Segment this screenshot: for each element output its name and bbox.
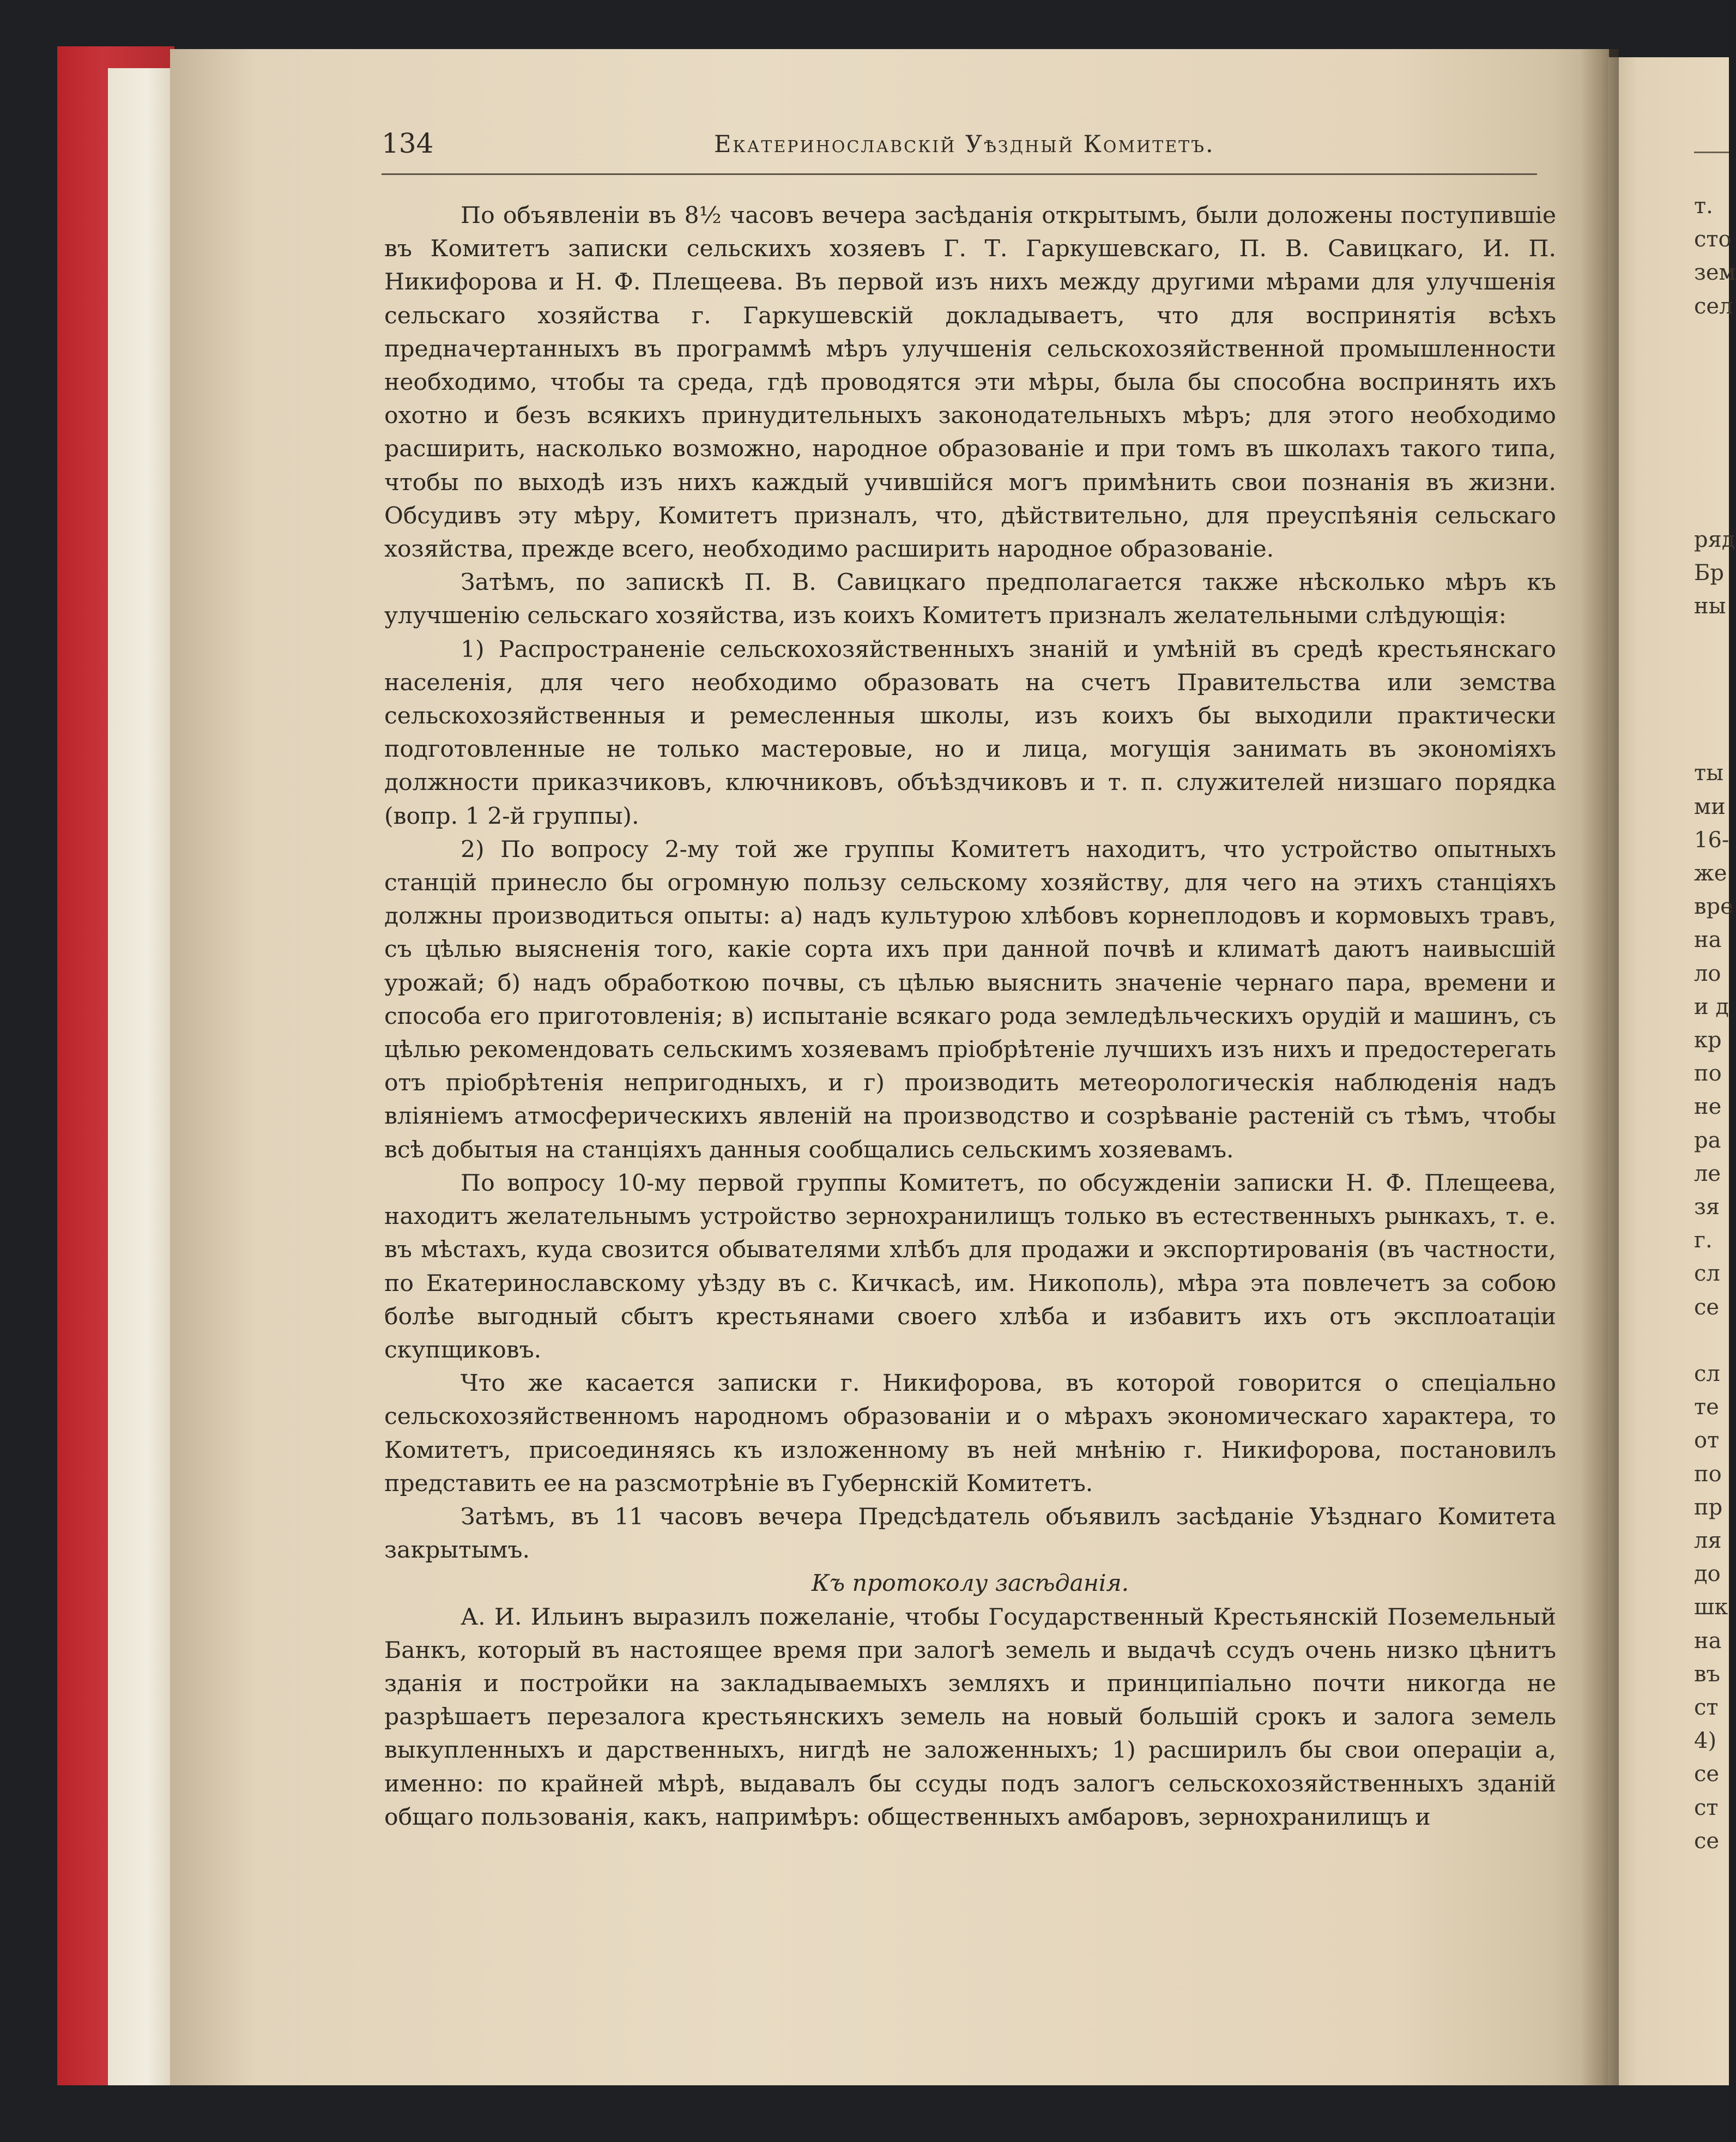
right-page-fragment: ны [1694, 594, 1726, 619]
page-number: 134 [382, 128, 434, 159]
paragraph: 1) Распространеніе сельскохозяйственныхъ знаній и умѣній въ средѣ крестьянскаго населенія, для чего необходимо образовать на счетъ Правительства или земства сельскохозяйственныя и ремесленныя школы, изъ коихъ бы выходили практически подготовленные не только мастеровые, но и лица, могущія занимать въ экономіяхъ должности приказчиковъ, ключниковъ, объѣздчиковъ и т. п. служителей низшаго порядка (вопр. 1 2-й группы). [384, 636, 1556, 830]
right-page-fragment: ты [1694, 761, 1723, 786]
right-page-fragment: и д [1694, 994, 1729, 1019]
paragraph: Что же касается записки г. Никифорова, въ которой говорится о спеціально сельскохозяйственномъ народномъ образованіи и о мѣрахъ экономическаго характера, то Комитетъ, присоединяясь къ изложенному въ ней мнѣнію г. Никифорова, постановилъ представить ее на разсмотрѣніе въ Губернскій Комитетъ. [384, 1370, 1556, 1497]
right-page-fragment: от [1694, 1428, 1720, 1453]
right-page-fragment: ра [1694, 1127, 1721, 1153]
section-subheading: Къ протоколу засѣданія. [811, 1570, 1129, 1597]
right-page-fragment: се [1694, 1828, 1720, 1854]
right-page-fragment: сл [1694, 1361, 1720, 1386]
right-page-fragment: шк [1694, 1595, 1728, 1620]
right-page-fragment: сел [1694, 293, 1733, 319]
paragraph: 2) По вопросу 2-му той же группы Комитетъ находитъ, что устройство опытныхъ станцій принесло бы огромную пользу сельскому хозяйству, для чего на этихъ станціяхъ должны производиться опыты: а) надъ культурою хлѣбовъ корнеплодовъ и кормовыхъ травъ, съ цѣлью выясненія того, какіе сорта ихъ при данной почвѣ и климатѣ даютъ наивысшій урожай; б) надъ обработкою почвы, съ цѣлью выяснить значеніе чернаго пара, времени и способа его приготовленія; в) испытаніе всякаго рода земледѣльческихъ орудій и машинъ, съ цѣлью рекомендовать сельскимъ хозяевамъ пріобрѣтеніе лучшихъ изъ нихъ и предостерегать отъ пріобрѣтенія непригодныхъ, и г) производить метеорологическія наблюденія надъ вліяніемъ атмосферическихъ явленій на производство и созрѣваніе растеній съ тѣмъ, чтобы всѣ добытыя на станціяхъ данныя сообщались сельскимъ хозяевамъ. [384, 836, 1556, 1163]
right-page-fragment: ст [1694, 1795, 1719, 1820]
right-page-fragment: ряд [1694, 527, 1735, 552]
right-page-fragment: не [1694, 1094, 1722, 1120]
right-page-text [1694, 0, 1736, 2142]
right-page-fragment: ми [1694, 794, 1726, 819]
right-page-fragment: ло [1694, 961, 1721, 986]
right-page-fragment: г. [1694, 1228, 1713, 1253]
right-page-fragment: се [1694, 1294, 1720, 1320]
right-page-fragment: на [1694, 927, 1722, 953]
right-page-fragment: до [1694, 1561, 1721, 1587]
paragraph: Затѣмъ, по запискѣ П. В. Савицкаго предполагается также нѣсколько мѣръ къ улучшенію сельскаго хозяйства, изъ коихъ Комитетъ призналъ желательными слѣдующія: [384, 569, 1556, 630]
right-page-fragment: зя [1694, 1194, 1720, 1220]
right-page-fragment: те [1694, 1395, 1719, 1420]
right-page-fragment: сто [1694, 227, 1732, 252]
page-stack-edge [108, 68, 173, 2085]
paragraph: Затѣмъ, въ 11 часовъ вечера Предсѣдатель объявилъ засѣданіе Уѣзднаго Комитета закрытымъ. [384, 1503, 1556, 1564]
paragraph: По вопросу 10-му первой группы Комитетъ, по обсужденіи записки Н. Ф. Плещеева, находитъ желательнымъ устройство зернохранилищъ только въ естественныхъ рынкахъ, т. е. въ мѣстахъ, куда свозится обывателями хлѣбъ для продажи и экспортированія (въ частности, по Екатеринославскому уѣзду въ с. Кичкасѣ, им. Никополь), мѣра эта повлечетъ за собою болѣе выгодный сбытъ крестьянами своего хлѣба и избавитъ ихъ отъ эксплоатаціи скупщиковъ. [384, 1169, 1556, 1363]
right-page-fragment: Бр [1694, 560, 1724, 586]
right-page-fragment: 16- [1694, 827, 1729, 853]
right-page-fragment: въ [1694, 1661, 1720, 1687]
right-page-fragment: ст [1694, 1695, 1719, 1720]
right-page-fragment: по [1694, 1061, 1722, 1087]
right-page-fragment: кр [1694, 1028, 1722, 1053]
right-page-fragment: же [1694, 861, 1727, 886]
right-page-fragment: се [1694, 1761, 1720, 1787]
right-page-fragment: ле [1694, 1161, 1721, 1186]
paragraph: По объявленіи въ 8½ часовъ вечера засѣданія открытымъ, были доложены поступившіе въ Комитетъ записки сельскихъ хозяевъ Г. Т. Гаркушевскаго, П. В. Савицкаго, И. П. Никифорова и Н. Ф. Плещеева. Въ первой изъ нихъ между другими мѣрами для улучшенія сельскаго хозяйства г. Гаркушевскій докладываетъ, что для воспринятія всѣхъ предначертанныхъ въ программѣ мѣръ улучшенія сельскохозяйственной промышленности необходимо, чтобы та среда, гдѣ проводятся эти мѣры, была бы способна воспринять ихъ охотно и безъ всякихъ принудительныхъ законодательныхъ мѣръ; для этого необходимо расширить, насколько возможно, народное образованіе и при томъ въ школахъ такого типа, чтобы по выходѣ изъ нихъ каждый учившійся могъ примѣнить свои познанія въ жизни. Обсудивъ эту мѣру, Комитетъ призналъ, что, дѣйствительно, для преуспѣянія сельскаго хозяйства, прежде всего, необходимо расширить народное образованіе. [384, 202, 1556, 563]
right-page-fragment: т. [1694, 194, 1713, 219]
right-page-fragment: на [1694, 1628, 1722, 1654]
right-page-fragment: 4) [1694, 1728, 1717, 1754]
running-title: Екатеринославскій Уѣздный Комитетъ. [714, 131, 1215, 158]
right-page-fragment: ля [1694, 1528, 1722, 1553]
right-page-fragment: зем [1694, 260, 1736, 286]
page-header [382, 124, 1537, 175]
right-page-fragment: сл [1694, 1261, 1720, 1287]
right-page-fragment: по [1694, 1461, 1722, 1487]
paragraph: А. И. Ильинъ выразилъ пожеланіе, чтобы Государственный Крестьянскій Поземельный Банкъ, который въ настоящее время при залогѣ земель и выдачѣ ссудъ очень низко цѣнитъ зданія и постройки на закладываемыхъ земляхъ и принципіально почти никогда не разрѣшаетъ перезалога крестьянскихъ земель на новый большій срокъ и залога земель выкупленныхъ и дарственныхъ, нигдѣ не заложенныхъ; 1) расширилъ бы свои операціи а, именно: по крайней мѣрѣ, выдавалъ бы ссуды подъ залогъ сельскохозяйственныхъ зданій общаго пользованія, какъ, напримѣръ: общественныхъ амбаровъ, зернохранилищъ и [384, 1603, 1556, 1831]
page-body [384, 199, 1556, 1834]
book-gutter [1581, 49, 1619, 2085]
right-page-fragment: вре [1694, 894, 1733, 920]
right-page-fragment: пр [1694, 1494, 1723, 1520]
